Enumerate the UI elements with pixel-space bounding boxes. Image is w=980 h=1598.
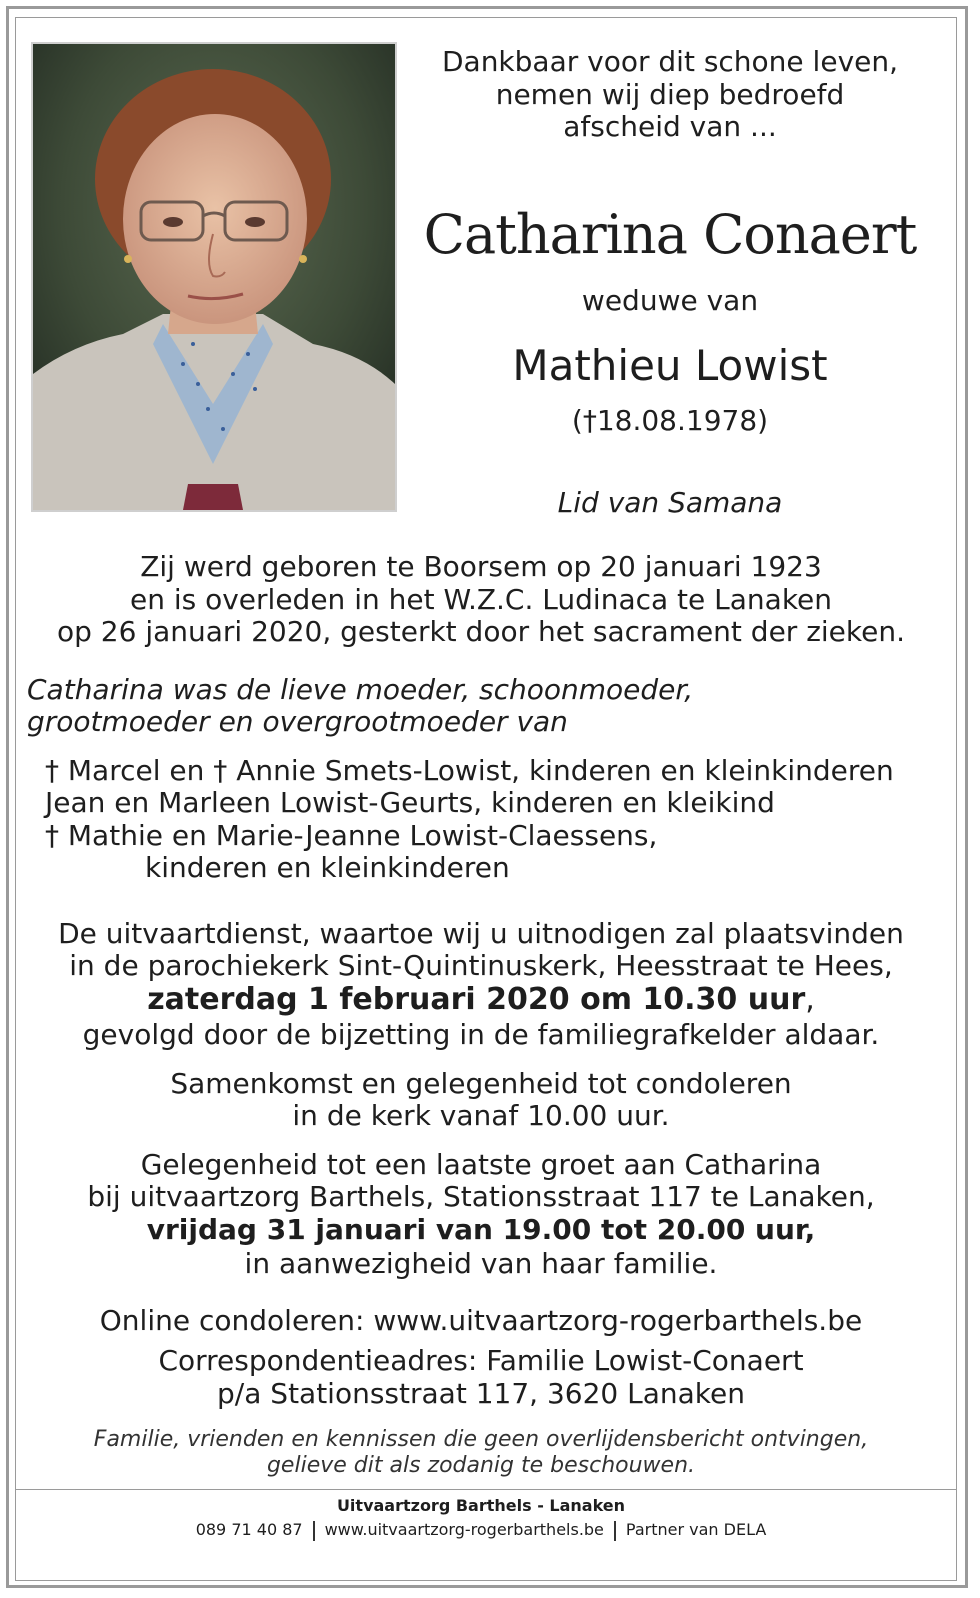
gathering-line-1: Samenkomst en gelegenheid tot condoleren bbox=[170, 1067, 792, 1100]
family-member-3-cont: kinderen en kleinkinderen bbox=[145, 851, 510, 884]
farewell-line-4: in aanwezigheid van haar familie. bbox=[244, 1247, 718, 1280]
footer-company: Uitvaartzorg Barthels - Lanaken bbox=[336, 1496, 626, 1515]
notice-line-2: gelieve dit als zodanig te beschouwen. bbox=[266, 1453, 696, 1478]
correspondence-line-2: p/a Stationsstraat 117, 3620 Lanaken bbox=[217, 1377, 745, 1410]
footer-phone[interactable]: 089 71 40 87 bbox=[195, 1520, 303, 1539]
footer-separator bbox=[313, 1521, 315, 1541]
correspondence-line-1: Correspondentieadres: Familie Lowist-Conaert bbox=[158, 1344, 804, 1377]
portrait-photo bbox=[31, 42, 397, 512]
spouse-name: Mathieu Lowist bbox=[512, 341, 828, 390]
notice-line-1: Familie, vrienden en kennissen die geen overlijdensbericht ontvingen, bbox=[93, 1427, 869, 1452]
footer-website-link[interactable]: www.uitvaartzorg-rogerbarthels.be bbox=[324, 1520, 604, 1539]
family-member-1: † Marcel en † Annie Smets-Lowist, kinderen en kleinkinderen bbox=[45, 754, 894, 787]
birth-death-line-1: Zij werd geboren te Boorsem op 20 januari 1923 bbox=[140, 550, 822, 583]
family-member-3: † Mathie en Marie-Jeanne Lowist-Claessens, bbox=[45, 819, 658, 852]
spouse-death-date: (†18.08.1978) bbox=[571, 404, 769, 437]
birth-death-line-2: en is overleden in het W.Z.C. Ludinaca te Lanaken bbox=[129, 583, 833, 616]
family-intro-line-1: Catharina was de lieve moeder, schoonmoeder, bbox=[27, 673, 694, 706]
funeral-date-suffix: , bbox=[805, 982, 815, 1017]
footer-separator bbox=[614, 1521, 616, 1541]
farewell-line-2: bij uitvaartzorg Barthels, Stationsstraat 117 te Lanaken, bbox=[87, 1180, 875, 1213]
funeral-line-2: in de parochiekerk Sint-Quintinuskerk, Heesstraat te Hees, bbox=[69, 949, 893, 982]
widow-of-label: weduwe van bbox=[581, 284, 759, 317]
footer-contact bbox=[0, 1518, 962, 1542]
family-intro-line-2: grootmoeder en overgrootmoeder van bbox=[27, 705, 568, 738]
intro-line-3: afscheid van ... bbox=[563, 110, 777, 143]
online-condolences-link[interactable]: Online condoleren: www.uitvaartzorg-rogerbarthels.be bbox=[99, 1304, 863, 1337]
intro-line-1: Dankbaar voor dit schone leven, bbox=[441, 45, 899, 78]
family-member-2: Jean en Marleen Lowist-Geurts, kinderen en kleikind bbox=[45, 786, 775, 819]
funeral-date: zaterdag 1 februari 2020 om 10.30 uur bbox=[147, 982, 806, 1017]
funeral-date-line bbox=[0, 982, 962, 1018]
birth-death-line-3: op 26 januari 2020, gesterkt door het sacrament der zieken. bbox=[56, 615, 905, 648]
farewell-line-1: Gelegenheid tot een laatste groet aan Catharina bbox=[140, 1148, 822, 1181]
deceased-name: Catharina Conaert bbox=[423, 203, 917, 266]
portrait-illustration bbox=[33, 44, 395, 510]
footer-partner: Partner van DELA bbox=[625, 1520, 767, 1539]
farewell-date: vrijdag 31 januari van 19.00 tot 20.00 uur, bbox=[146, 1213, 816, 1246]
funeral-line-1: De uitvaartdienst, waartoe wij u uitnodigen zal plaatsvinden bbox=[58, 917, 904, 950]
funeral-line-4: gevolgd door de bijzetting in de familiegrafkelder aldaar. bbox=[82, 1018, 880, 1051]
intro-line-2: nemen wij diep bedroefd bbox=[495, 78, 845, 111]
membership: Lid van Samana bbox=[557, 486, 783, 519]
footer-divider bbox=[16, 1489, 956, 1490]
gathering-line-2: in de kerk vanaf 10.00 uur. bbox=[292, 1099, 670, 1132]
